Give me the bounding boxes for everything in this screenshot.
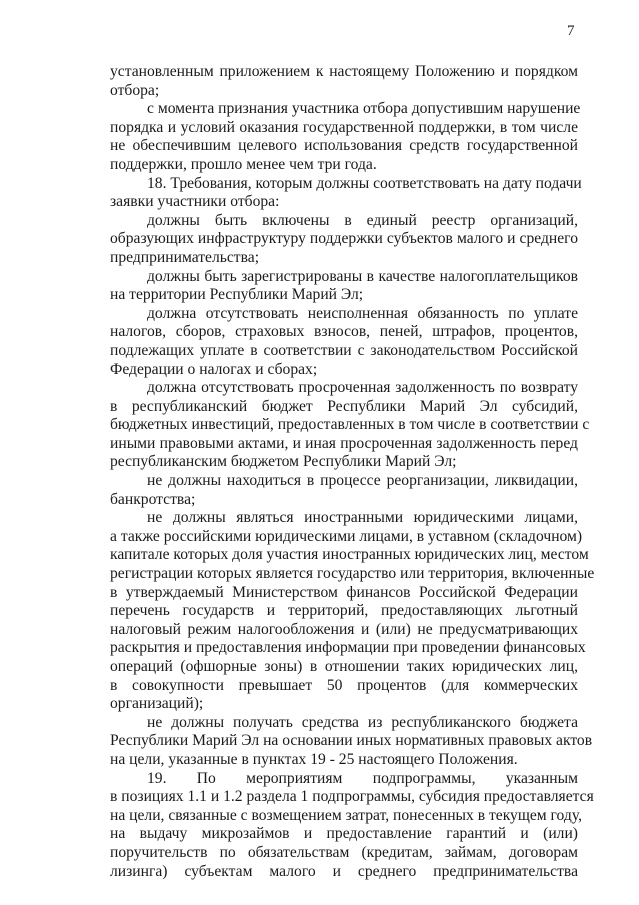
text-line: 18. Требования, которым должны соответствовать на дату подачи xyxy=(147,174,582,192)
text-line: организаций); xyxy=(110,695,204,713)
text-line: перечень государств и территорий, предоставляющих льготный xyxy=(110,602,578,620)
page-number: 7 xyxy=(567,23,575,39)
text-line: должны быть включены в единый реестр организаций, xyxy=(147,211,578,229)
text-line: в утверждаемый Министерством финансов Российской Федерации xyxy=(110,583,578,601)
text-line: республиканским бюджетом Республики Марий Эл; xyxy=(110,453,457,471)
text-line: с момента признания участника отбора допустившим нарушение xyxy=(147,100,581,118)
text-line: в республиканский бюджет Республики Марий Эл субсидий, xyxy=(110,397,578,415)
text-line: налогов, сборов, страховых взносов, пеней, штрафов, процентов, xyxy=(110,323,578,341)
text-line: операций (офшорные зоны) в отношении таких юридических лиц, xyxy=(110,658,578,675)
text-line: иными правовыми актами, и иная просроченная задолженность перед xyxy=(110,434,578,452)
text-line: а также российскими юридическими лицами, в уставном (складочном) xyxy=(110,527,583,545)
text-line: на цели, связанные с возмещением затрат, понесенных в текущем году, xyxy=(110,806,582,824)
text-line: банкротства; xyxy=(110,490,196,508)
text-line: поддержки, прошло менее чем три года. xyxy=(110,155,377,173)
text-line: бюджетных инвестиций, предоставленных в том числе в соответствии с xyxy=(110,416,590,434)
text-line: на территории Республики Марий Эл; xyxy=(110,286,364,304)
text-line: Республики Марий Эл на основании иных нормативных правовых актов xyxy=(110,732,593,750)
text-line: поручительств по обязательствам (кредитам, займам, договорам xyxy=(110,843,578,861)
text-line: не должны находиться в процессе реорганизации, ликвидации, xyxy=(147,472,578,490)
text-line: налоговый режим налогообложения и (или) не предусматривающих xyxy=(110,620,578,638)
text-line: должна отсутствовать просроченная задолженность по возврату xyxy=(147,379,578,397)
text-line: регистрации которых является государство или территория, включенные xyxy=(110,565,595,583)
document-body xyxy=(110,63,595,881)
text-line: не должны получать средства из республиканского бюджета xyxy=(147,713,578,731)
text-line: порядка и условий оказания государственной поддержки, в том числе xyxy=(110,118,578,136)
text-line: образующих инфраструктуру поддержки субъектов малого и среднего xyxy=(110,230,578,248)
text-line: не должны являться иностранными юридическими лицами, xyxy=(147,509,578,527)
text-line: в совокупности превышает 50 процентов (для коммерческих xyxy=(110,676,578,694)
text-line: на выдачу микрозаймов и предоставление гарантий и (или) xyxy=(110,825,578,843)
text-line: раскрытия и предоставления информации при проведении финансовых xyxy=(110,639,586,657)
text-line: на цели, указанные в пунктах 19 - 25 настоящего Положения. xyxy=(110,750,518,768)
text-line: подлежащих уплате в соответствии с законодательством Российской xyxy=(110,341,578,359)
text-line: должна отсутствовать неисполненная обязанность по уплате xyxy=(147,304,578,322)
text-line: лизинга) субъектам малого и среднего предпринимательства xyxy=(110,862,578,880)
text-line: должны быть зарегистрированы в качестве налогоплательщиков xyxy=(147,267,578,285)
text-line: не обеспечившим целевого использования средств государственной xyxy=(110,137,578,155)
text-line: заявки участники отбора: xyxy=(110,193,280,211)
text-line: в позициях 1.1 и 1.2 раздела 1 подпрограммы, субсидия предоставляется xyxy=(110,788,594,806)
text-line: предпринимательства; xyxy=(110,248,260,266)
text-line: отбора; xyxy=(110,81,160,99)
text-line: 19. По мероприятиям подпрограммы, указанным xyxy=(147,769,578,787)
text-line: капитале которых доля участия иностранных юридических лиц, местом xyxy=(110,546,589,564)
text-line: установленным приложением к настоящему Положению и порядком xyxy=(110,63,578,80)
text-line: Федерации о налогах и сборах; xyxy=(110,360,318,378)
